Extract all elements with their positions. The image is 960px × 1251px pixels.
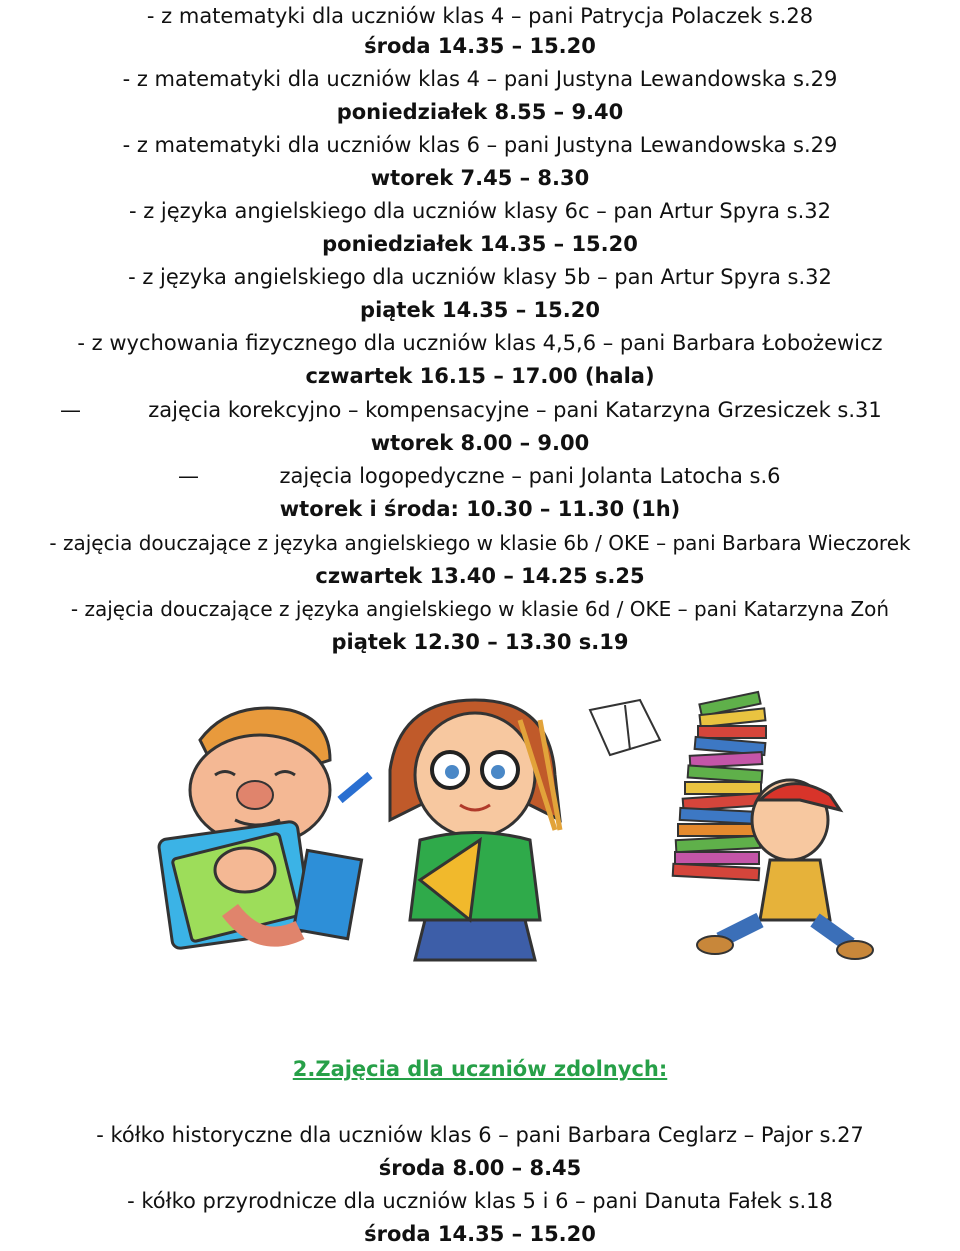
schedule-line: - kółko historyczne dla uczniów klas 6 – pani Barbara Ceglarz – Pajor s.27: [96, 1123, 864, 1147]
schedule-time: środa 8.00 – 8.45: [378, 1156, 582, 1180]
illustrations: [0, 680, 960, 980]
section-heading: 2.Zajęcia dla uczniów zdolnych:: [292, 1057, 668, 1081]
schedule-line: - z matematyki dla uczniów klas 6 – pani Justyna Lewandowska s.29: [122, 133, 838, 157]
schedule-time: środa 14.35 – 15.20: [364, 34, 596, 58]
boy-with-notebooks-illustration: [158, 708, 370, 949]
schedule-line: zajęcia korekcyjno – kompensacyjne – pani Katarzyna Grzesiczek s.31: [148, 398, 882, 422]
schedule-line: - z matematyki dla uczniów klas 4 – pani Justyna Lewandowska s.29: [122, 67, 838, 91]
schedule-time: czwartek 13.40 – 14.25 s.25: [315, 564, 645, 588]
schedule-time: poniedziałek 14.35 – 15.20: [322, 232, 638, 256]
schedule-time: wtorek 8.00 – 9.00: [370, 431, 590, 455]
list-dash: —: [60, 398, 81, 422]
list-dash: —: [178, 464, 199, 488]
schedule-line: - z języka angielskiego dla uczniów klasy 5b – pan Artur Spyra s.32: [128, 265, 832, 289]
schedule-line: zajęcia logopedyczne – pani Jolanta Latocha s.6: [279, 464, 781, 488]
schedule-time: piątek 14.35 – 15.20: [360, 298, 600, 322]
schedule-line: - z języka angielskiego dla uczniów klasy 6c – pan Artur Spyra s.32: [128, 199, 832, 223]
schedule-time: środa 14.35 – 15.20: [364, 1222, 596, 1246]
girl-with-ruler-illustration: [390, 700, 560, 960]
schedule-time: poniedziałek 8.55 – 9.40: [336, 100, 624, 124]
boy-carrying-books-illustration: [590, 692, 873, 959]
schedule-time: wtorek i środa: 10.30 – 11.30 (1h): [279, 497, 681, 521]
schedule-line: - z wychowania fizycznego dla uczniów klas 4,5,6 – pani Barbara Łobożewicz: [77, 331, 883, 355]
schedule-time: piątek 12.30 – 13.30 s.19: [331, 630, 629, 654]
schedule-line: - z matematyki dla uczniów klas 4 – pani Patrycja Polaczek s.28: [146, 4, 814, 28]
schedule-line: - zajęcia douczające z języka angielskiego w klasie 6b / OKE – pani Barbara Wieczorek: [49, 531, 911, 555]
schedule-line: - zajęcia douczające z języka angielskiego w klasie 6d / OKE – pani Katarzyna Zoń: [70, 597, 890, 621]
schedule-time: wtorek 7.45 – 8.30: [370, 166, 590, 190]
schedule-time: czwartek 16.15 – 17.00 (hala): [305, 364, 655, 388]
schedule-line: - kółko przyrodnicze dla uczniów klas 5 i 6 – pani Danuta Fałek s.18: [127, 1189, 833, 1213]
